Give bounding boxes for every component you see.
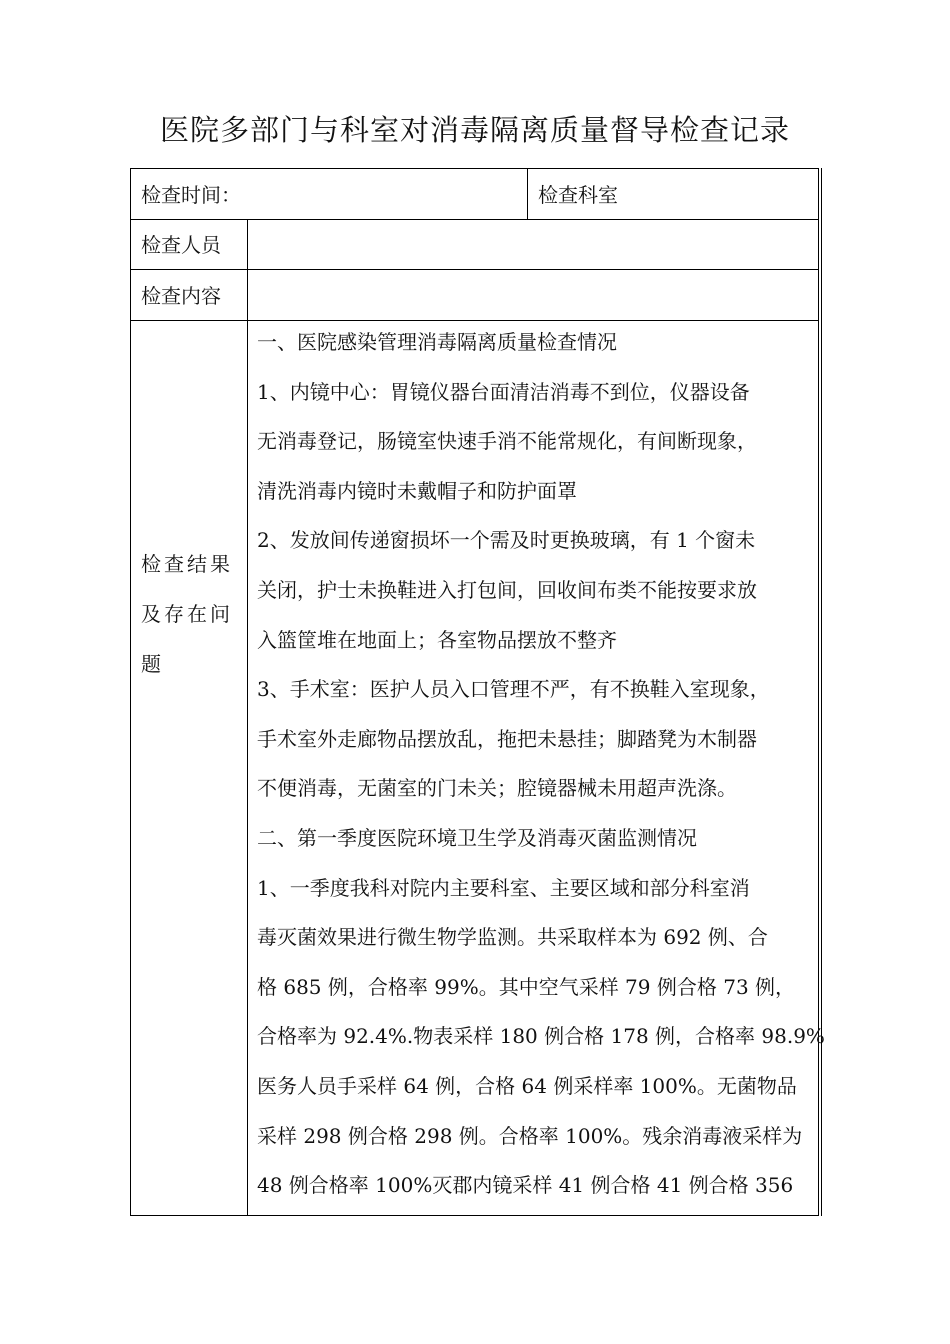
result-line: 无消毒登记，肠镜室快速手消不能常规化，有间断现象，: [257, 429, 757, 454]
check-department-label: 检查科室: [538, 183, 618, 207]
check-time-label: 检查时间：: [141, 183, 241, 207]
result-line: 二、第一季度医院环境卫生学及消毒灭菌监测情况: [257, 825, 697, 850]
result-line: 1、内镜中心：胃镜仪器台面清洁消毒不到位，仪器设备: [257, 379, 750, 404]
result-line: 关闭，护士未换鞋进入打包间，回收间布类不能按要求放: [257, 577, 757, 602]
row-divider: [131, 269, 818, 270]
result-line: 合格率为 92.4%.物表采样 180 例合格 178 例，合格率 98.9%: [257, 1024, 825, 1049]
result-label: [141, 539, 245, 689]
result-line: 入篮筐堆在地面上；各室物品摆放不整齐: [257, 627, 617, 652]
check-content-label: 检查内容: [141, 284, 221, 308]
result-line: 一、医院感染管理消毒隔离质量检查情况: [257, 330, 617, 354]
result-label-line: 题: [141, 652, 164, 676]
row-divider: [131, 219, 818, 220]
result-line: 手术室外走廊物品摆放乱，拖把未悬挂；脚踏凳为木制器: [257, 726, 757, 751]
result-line: 毒灭菌效果进行微生物学监测。共采取样本为 692 例、合: [257, 925, 768, 950]
result-line: 1、一季度我科对院内主要科室、主要区域和部分科室消: [257, 875, 750, 900]
result-line: 3、手术室：医护人员入口管理不严，有不换鞋入室现象，: [257, 677, 770, 702]
result-line: 清洗消毒内镜时未戴帽子和防护面罩: [257, 478, 577, 503]
result-line: 48 例合格率 100%灭郡内镜采样 41 例合格 41 例合格 356: [257, 1173, 794, 1198]
column-divider: [527, 169, 528, 219]
inspector-label: 检查人员: [141, 233, 221, 257]
document-title: 医院多部门与科室对消毒隔离质量督导检查记录: [159, 113, 790, 147]
inspection-results: [257, 318, 825, 1211]
result-label-line: 及存在问: [141, 602, 233, 626]
inspection-record-table: [130, 168, 825, 1216]
result-line: 不便消毒，无菌室的门未关；腔镜器械未用超声洗涤。: [257, 776, 737, 801]
column-divider: [247, 219, 248, 1215]
result-label-line: 检查结果: [141, 552, 233, 576]
result-line: 采样 298 例合格 298 例。合格率 100%。残余消毒液采样为: [257, 1123, 803, 1148]
result-line: 格 685 例，合格率 99%。其中空气采样 79 例合格 73 例，: [257, 974, 796, 999]
result-line: 2、发放间传递窗损坏一个需及时更换玻璃，有 1 个窗未: [257, 528, 756, 553]
result-line: 医务人员手采样 64 例，合格 64 例采样率 100%。无菌物品: [257, 1073, 797, 1098]
